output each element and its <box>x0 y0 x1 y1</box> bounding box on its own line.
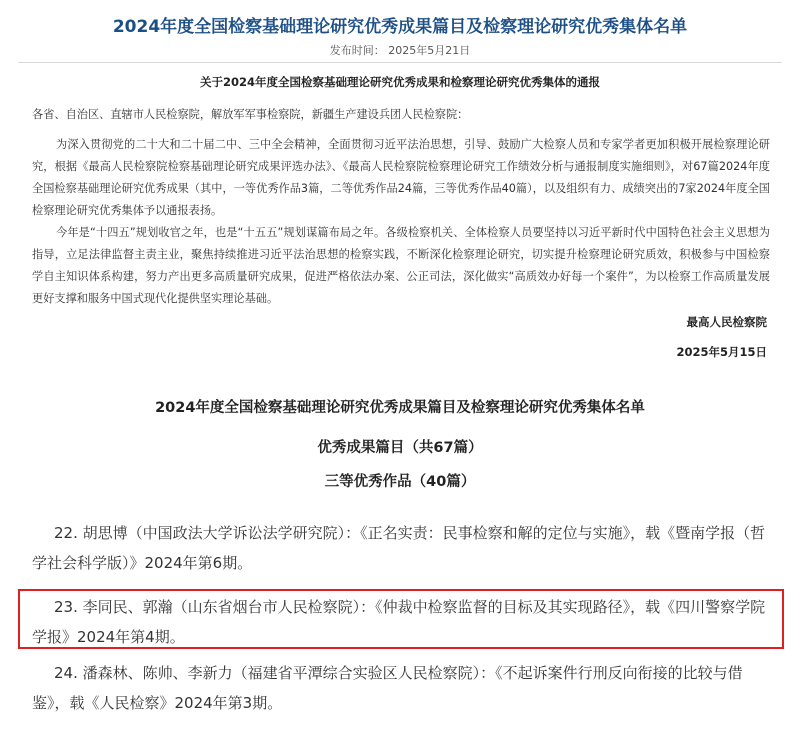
publish-date: 发布时间： 2025年5月21日 <box>329 44 471 57</box>
notice-title: 关于2024年度全国检察基础理论研究优秀成果和检察理论研究优秀集体的通报 <box>199 75 600 89</box>
subsection-title: 三等优秀作品（40篇） <box>324 474 476 490</box>
sign-date: 2025年5月15日 <box>676 345 767 359</box>
divider <box>18 62 782 63</box>
salutation: 各省、自治区、直辖市人民检察院，解放军军事检察院，新疆生产建设兵团人民检察院： <box>32 108 469 121</box>
notice-paragraph-2: 今年是“十四五”规划收官之年，也是“十五五”规划谋篇布局之年。各级检察机关、全体检察人员要坚持以习近平新时代中国特色社会主义思想为指导，立足法律监督主责主业，聚焦持续推进习近平法治思想的检察实践，不断深化检察理论研究，切实提升检察理论研究质效，积极参与中国检察学自主知识体系构建，努力产出更多高质量研究成果，促进严格依法办案、公正司法，深化做实“高质效办好每一个案件”，为以检察工作高质量发展更好支撑和服务中国式现代化提供坚实理论基础。 <box>32 226 770 305</box>
list-item-highlighted: 23. 李同民、郭瀚（山东省烟台市人民检察院）：《仲裁中检察监督的目标及其实现路径》，载《四川警察学院学报》2024年第4期。 <box>32 598 766 646</box>
list-item: 22. 胡思博（中国政法大学诉讼法学研究院）：《正名实责：民事检察和解的定位与实施》，载《暨南学报（哲学社会科学版）》2024年第6期。 <box>32 524 766 572</box>
list-item: 24. 潘森林、陈帅、李新力（福建省平潭综合实验区人民检察院）：《不起诉案件行刑反向衔接的比较与借鉴》，载《人民检察》2024年第3期。 <box>32 664 743 712</box>
page-title: 2024年度全国检察基础理论研究优秀成果篇目及检察理论研究优秀集体名单 <box>112 17 688 37</box>
list-title: 2024年度全国检察基础理论研究优秀成果篇目及检察理论研究优秀集体名单 <box>155 400 645 416</box>
notice-paragraph-1: 为深入贯彻党的二十大和二十届二中、三中全会精神，全面贯彻习近平法治思想，引导、鼓励广大检察人员和专家学者更加积极开展检察理论研究，根据《最高人民检察院检察基础理论研究成果评选办法》、《最高人民检察院检察理论研究工作绩效分析与通报制度实施细则》，对67篇2024年度全国检察基础理论研究优秀成果（其中，一等优秀作品3篇，二等优秀作品24篇，三等优秀作品40篇），以及组织有力、成绩突出的7家2024年度全国检察理论研究优秀集体予以通报表扬。 <box>32 138 770 217</box>
signer: 最高人民检察院 <box>686 315 767 329</box>
section-title: 优秀成果篇目（共67篇） <box>317 440 483 456</box>
